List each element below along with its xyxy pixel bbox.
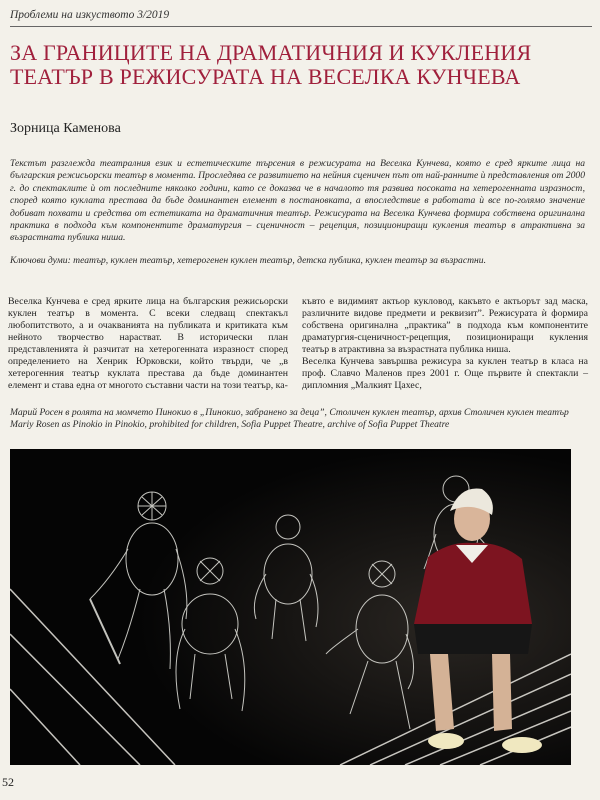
body-paragraph-right-2: Веселка Кунчева завършва режисура за куклен театър в класа на проф. Славчо Маленов през 2001 г. Още първите ѝ спектакли – дипломния „Малкият Цахес, [302, 356, 588, 391]
body-column-left [8, 296, 288, 392]
page-number: 52 [2, 775, 14, 789]
abstract: Текстът разглежда театралния език и естетическите търсения в режисурата на Веселка Кунчева, която е сред ярките лица на българския режисьорски театър в момента. Проследява се развитието на нейния сценичен път от най-ранните ѝ представления от 2000 г. до спектаклите ѝ от последните няколко години, като се доказва че в началото тя развива посоката на хетерогенната изразност, според която куклата престава да бъде доминантен елемент в постановката, а впоследствие в работата ѝ все по-голямо значение добиват похвати и средства от естетиката на драматичния театър. Режисурата на Веселка Кунчева формира собствена оригинална практика в подхода към компонентите драматургия – сценичност – рецепция, позициониращи кукления театър в атрактивна за възрастната публика ниша. [10, 158, 585, 244]
figure-caption [10, 407, 590, 431]
actor-shoe-left [428, 733, 464, 749]
stage-photo-illustration [10, 449, 571, 765]
keywords: Ключови думи: театър, куклен театър, хетерогенен куклен театър, детска публика, куклен театър за възрастни. [10, 255, 486, 266]
journal-header: Проблеми на изкуството 3/2019 [10, 9, 170, 21]
actor-shoe-right [502, 737, 542, 753]
article-author: Зорница Каменова [10, 121, 121, 136]
article-title: ЗА ГРАНИЦИТЕ НА ДРАМАТИЧНИЯ И КУКЛЕНИЯ ТЕАТЪР В РЕЖИСУРАТА НА ВЕСЕЛКА КУНЧЕВА [10, 40, 532, 89]
caption-bulgarian: Марий Росен в ролята на момчето Пинокио в „Пинокио, забранено за деца”, Столичен куклен театър, архив Столичен куклен театър [10, 407, 569, 418]
header-rule [10, 26, 592, 27]
stage-photo [10, 449, 571, 765]
body-column-right [302, 296, 588, 392]
body-paragraph-left: Веселка Кунчева е сред ярките лица на българския режисьорски куклен театър в момента. С всеки следващ спектакъл любопитството, а и очакванията на публиката и критиката към нейното творчество нарастват. В исторически план представленията ѝ разчитат на хетерогенната изразност според определението на Хенрик Юрковски, който твърди, че „в хетерогенния театър куклата престава да бъде доминантен елемент и става една от многото съставни части на този театър, ка- [8, 296, 288, 391]
actor-shorts [414, 624, 532, 654]
actor-leg-right [492, 654, 512, 731]
caption-english: Mariy Rosen as Pinokio in Pinokio, prohibited for children, Sofia Puppet Theatre, archive of Sofia Puppet Theatre [10, 419, 450, 430]
body-paragraph-right: къвто е видимият актьор кукловод, какъвто е актьорът зад маска, различните видове предмети и реквизит”. Режисурата ѝ формира собствена оригинална „практика” в подхода към компонентите драматургия-сценичност-рецепция, позициониращи кукления театър в атрактивна за възрастната публика ниша. [302, 296, 588, 355]
